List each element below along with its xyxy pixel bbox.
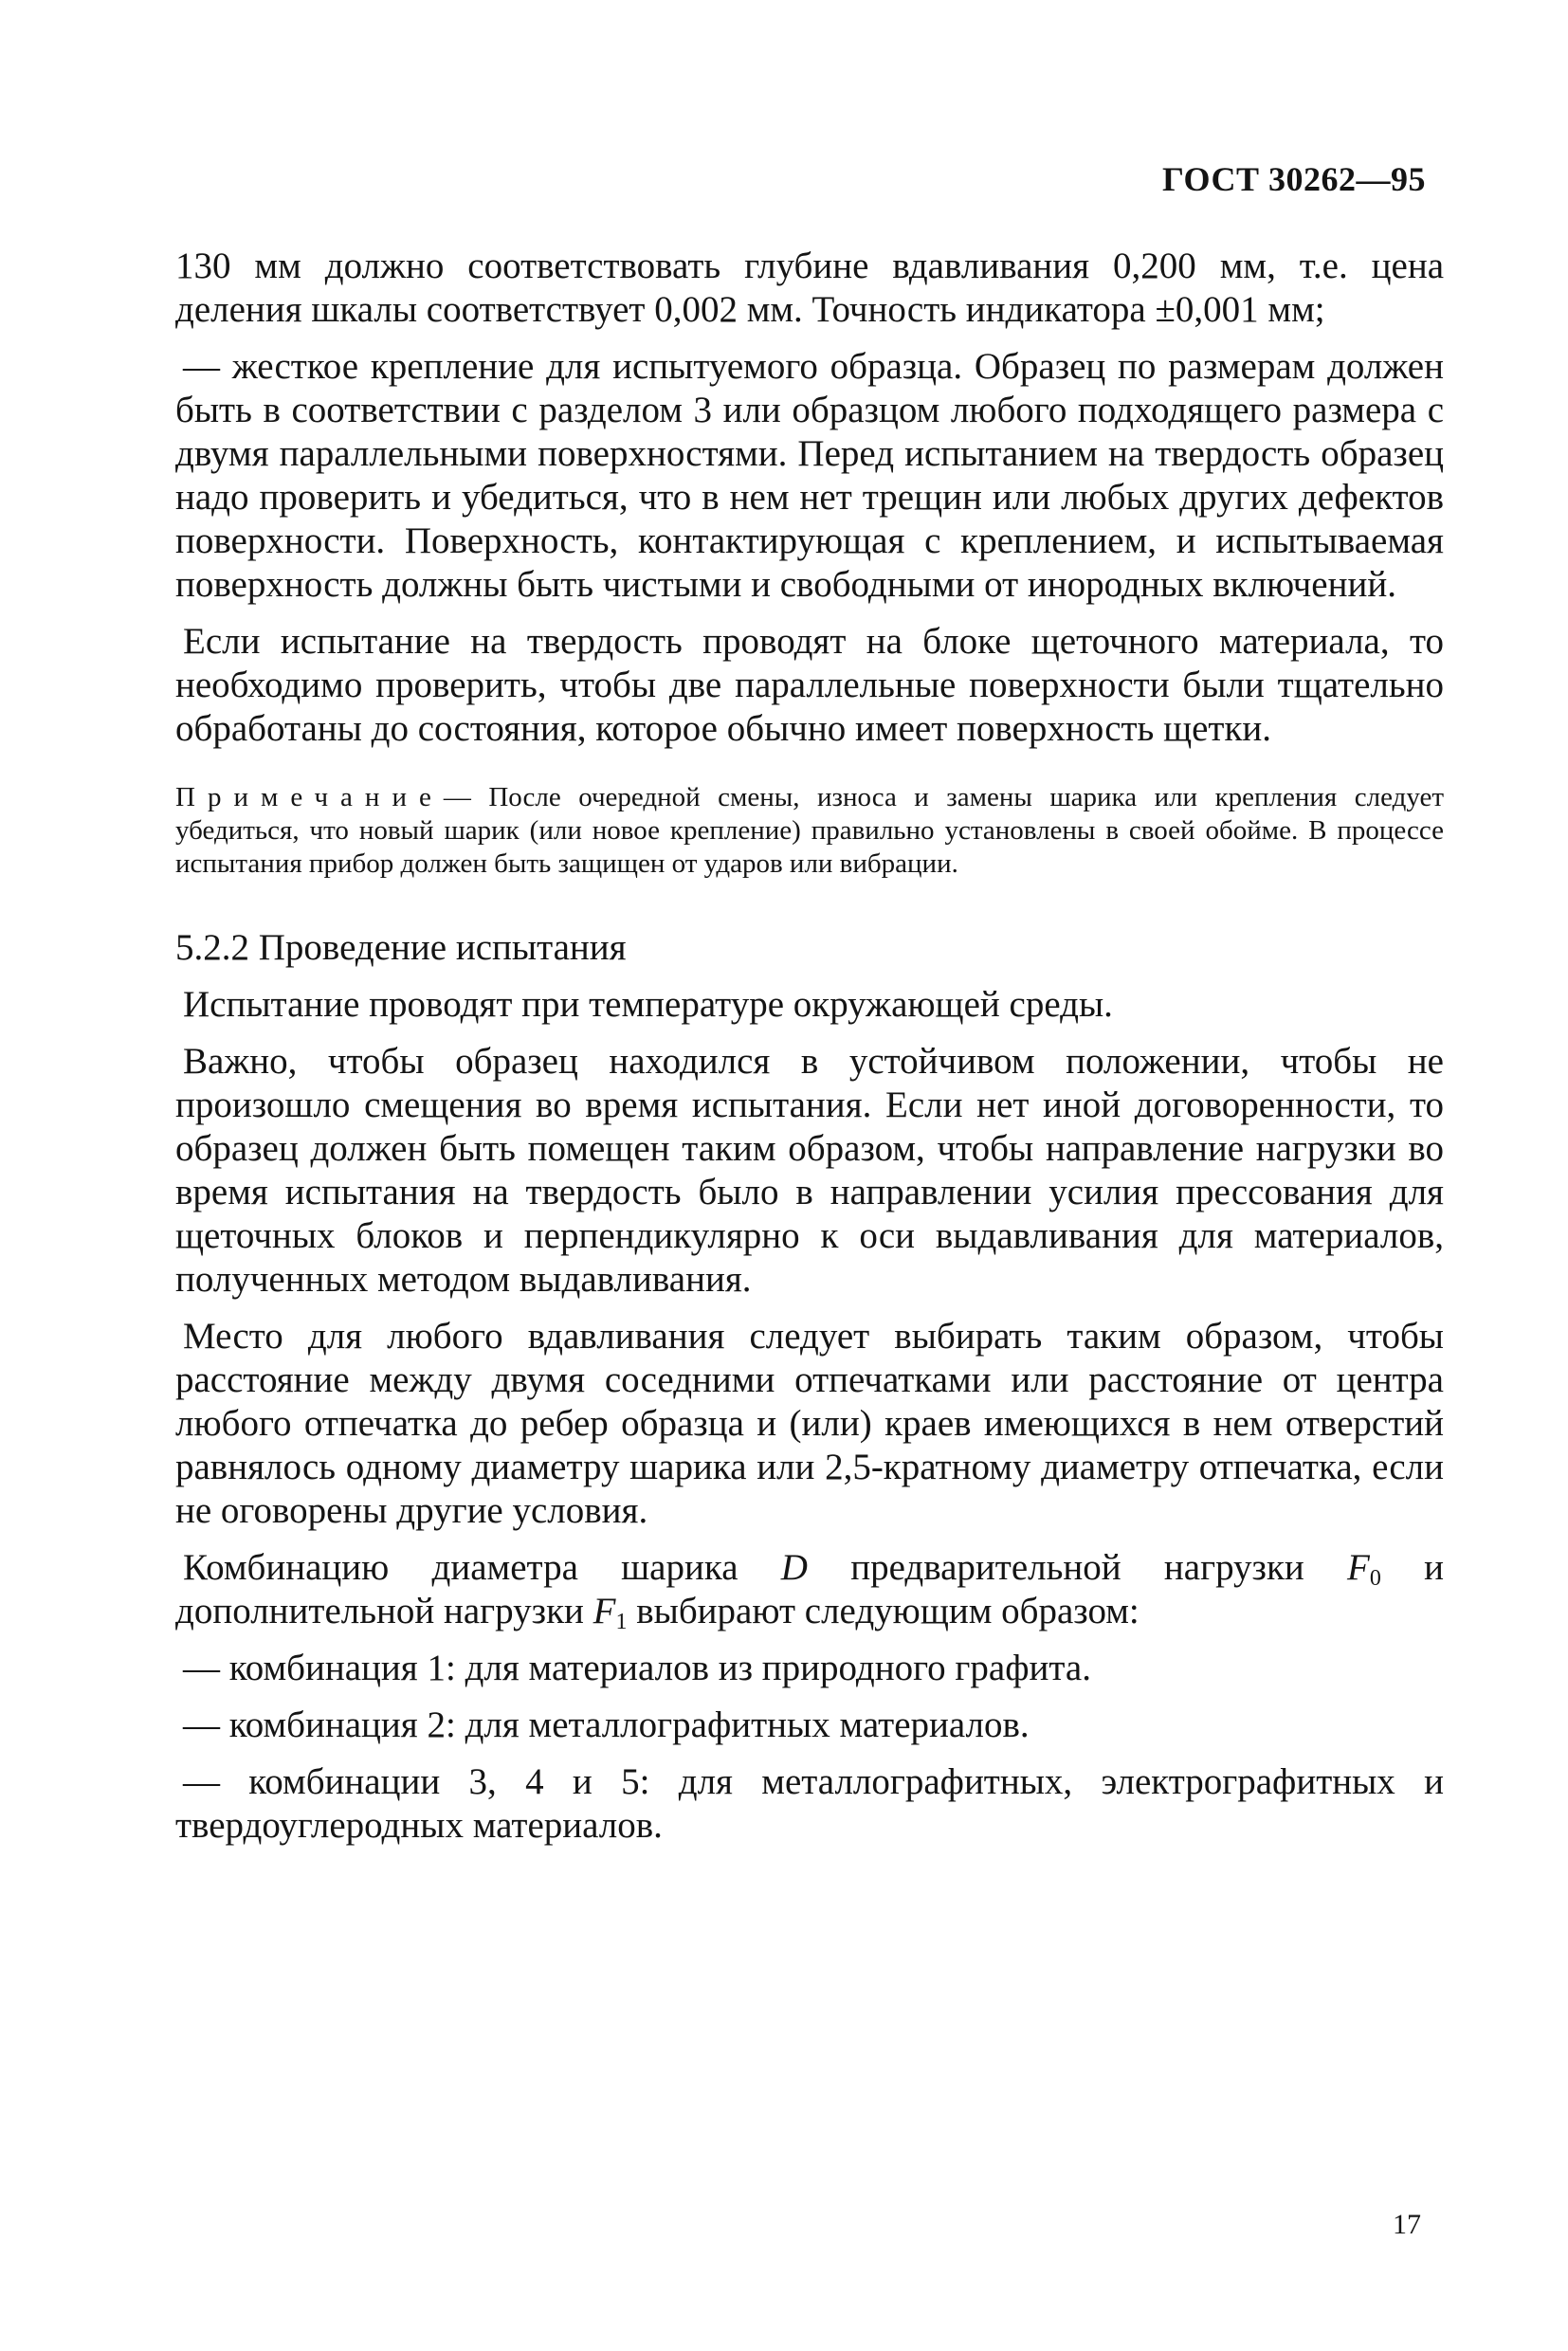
document-header: ГОСТ 30262—95 — [1162, 160, 1426, 198]
combination-text-2: предварительной нагрузки — [807, 1547, 1348, 1588]
var-f0: F — [1347, 1547, 1370, 1588]
list-item: — комбинации 3, 4 и 5: для металлографитных, электрографитных и твердоуглеродных материалов. — [175, 1761, 1444, 1846]
document-body — [175, 245, 1444, 1848]
sub-one: 1 — [615, 1610, 628, 1634]
paragraph-combination — [175, 1546, 1444, 1633]
page-number: 17 — [1393, 2209, 1421, 2240]
paragraph-temperature: Испытание проводят при температуре окружающей среды. — [183, 984, 1113, 1025]
combination-text-4: выбирают следующим образом: — [627, 1591, 1140, 1631]
paragraph: 130 мм должно соответствовать глубине вдавливания 0,200 мм, т.е. цена деления шкалы соответствует 0,002 мм. Точность индикатора ±0,001 мм; — [175, 246, 1444, 330]
list-item: — комбинация 2: для металлографитных материалов. — [183, 1704, 1030, 1745]
note — [175, 781, 1444, 881]
paragraph-sample-position: Важно, чтобы образец находился в устойчивом положении, чтобы не произошло смещения во время испытания. Если нет иной договоренности, то образец должен быть помещен таким образом, чтобы направление нагрузки во время испытания на твердость было в направлении усилия прессования для щеточных блоков и перпендикулярно к оси выдавливания для материалов, полученных методом выдавливания. — [175, 1041, 1444, 1300]
paragraph-rigid-mount: — жесткое крепление для испытуемого образца. Образец по размерам должен быть в соответствии с разделом 3 или образцом любого подходящего размера с двумя параллельными поверхностями. Перед испытанием на твердость образец надо проверить и убедиться, что в нем нет трещин или любых других дефектов поверхности. Поверхность, контактирующая с креплением, и испытываемая поверхность должны быть чистыми и свободными от инородных включений. — [175, 346, 1444, 605]
var-f1: F — [593, 1591, 616, 1631]
sub-zero: 0 — [1369, 1566, 1381, 1591]
paragraph-brush-block: Если испытание на твердость проводят на блоке щеточного материала, то необходимо проверить, чтобы две параллельные поверхности были тщательно обработаны до состояния, которое обычно имеет поверхность щетки. — [175, 621, 1444, 749]
combination-text-1: Комбинацию диаметра шарика — [183, 1547, 781, 1588]
list-item: — комбинация 1: для материалов из природного графита. — [183, 1648, 1091, 1688]
var-d: D — [780, 1547, 808, 1588]
note-text: — После очередной смены, износа и замены шарика или крепления следует убедиться, что новый шарик (или новое крепление) правильно установлены в своей обойме. В процессе испытания прибор должен быть защищен от ударов или вибрации. — [175, 782, 1444, 879]
note-label: Примечание — [175, 782, 444, 812]
section-heading: 5.2.2 Проведение испытания — [175, 927, 627, 968]
combination-text-3: и дополнительной нагрузки — [175, 1547, 1445, 1631]
paragraph-indent-location: Место для любого вдавливания следует выбирать таким образом, чтобы расстояние между двумя соседними отпечатками или расстояние от центра любого отпечатка до ребер образца и (или) краев имеющихся в нем отверстий равнялось одному диаметру шарика или 2,5-кратному диаметру отпечатка, если не оговорены другие условия. — [175, 1316, 1444, 1531]
